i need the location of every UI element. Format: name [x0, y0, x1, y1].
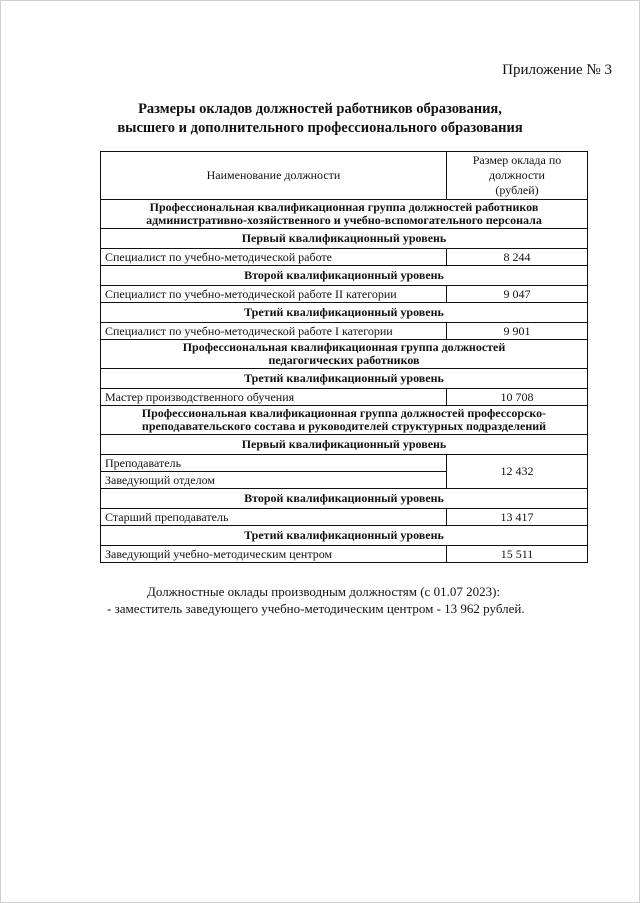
group-1-level-2-label: Второй квалификационный уровень	[101, 266, 588, 286]
table-row	[101, 249, 588, 266]
table-row	[101, 323, 588, 340]
group-2-line-1: Профессиональная квалификационная группа должностей	[182, 340, 506, 354]
position-cell: Мастер производственного обучения	[101, 389, 447, 406]
group-2-line-2: педагогических работников	[268, 353, 420, 367]
salary-cell: 9 047	[447, 286, 588, 303]
group-3-heading	[101, 406, 588, 435]
group-3-level-1-label: Первый квалификационный уровень	[101, 435, 588, 455]
level-row	[101, 435, 588, 455]
group-1-level-3-label: Третий квалификационный уровень	[101, 303, 588, 323]
footnote-line-1: Должностные оклады производным должностям (с 01.07 2023):	[147, 584, 501, 599]
header-position-name: Наименование должности	[101, 152, 447, 200]
level-row	[101, 229, 588, 249]
header-salary-line-2: должности	[489, 168, 545, 182]
title-line-2: высшего и дополнительного профессионального образования	[117, 120, 523, 136]
group-3-level-2-label: Второй квалификационный уровень	[101, 489, 588, 509]
salary-cell: 12 432	[447, 455, 588, 489]
title-line-1: Размеры окладов должностей работников образования,	[138, 101, 502, 117]
level-row	[101, 369, 588, 389]
group-2-heading	[101, 340, 588, 369]
group-3-line-1: Профессиональная квалификационная группа должностей профессорско-	[141, 406, 547, 420]
level-row	[101, 303, 588, 323]
level-row	[101, 266, 588, 286]
group-1-line-2: административно-хозяйственного и учебно-вспомогательного персонала	[146, 213, 542, 227]
document-title	[0, 100, 640, 138]
group-3-line-2: преподавательского состава и руководителей структурных подразделений	[141, 419, 547, 433]
group-row	[101, 200, 588, 229]
table-header-row	[101, 152, 588, 200]
salary-cell: 13 417	[447, 509, 588, 526]
salary-cell: 9 901	[447, 323, 588, 340]
group-1-line-1: Профессиональная квалификационная группа должностей работников	[149, 200, 539, 214]
position-cell: Специалист по учебно-методической работе II категории	[101, 286, 447, 303]
table-row	[101, 389, 588, 406]
salary-cell: 10 708	[447, 389, 588, 406]
footnote-line-2: - заместитель заведующего учебно-методическим центром - 13 962 рублей.	[107, 601, 525, 616]
appendix-label: Приложение № 3	[502, 62, 612, 78]
salary-table	[100, 151, 588, 563]
salary-cell: 8 244	[447, 249, 588, 266]
position-cell: Заведующий отделом	[101, 472, 447, 489]
position-cell: Старший преподаватель	[101, 509, 447, 526]
group-row	[101, 340, 588, 369]
position-cell: Специалист по учебно-методической работе	[101, 249, 447, 266]
table-row	[101, 546, 588, 563]
level-row	[101, 489, 588, 509]
group-row	[101, 406, 588, 435]
group-2-level-3-label: Третий квалификационный уровень	[101, 369, 588, 389]
header-salary	[447, 152, 588, 200]
table-row	[101, 286, 588, 303]
group-1-level-1-label: Первый квалификационный уровень	[101, 229, 588, 249]
salary-cell: 15 511	[447, 546, 588, 563]
header-salary-line-3: (рублей)	[495, 183, 539, 197]
level-row	[101, 526, 588, 546]
table-row	[101, 509, 588, 526]
position-cell: Специалист по учебно-методической работе I категории	[101, 323, 447, 340]
group-3-level-3-label: Третий квалификационный уровень	[101, 526, 588, 546]
group-1-heading	[101, 200, 588, 229]
position-cell: Преподаватель	[101, 455, 447, 472]
position-cell: Заведующий учебно-методическим центром	[101, 546, 447, 563]
footnote	[107, 583, 525, 617]
table-row	[101, 455, 588, 472]
header-salary-line-1: Размер оклада по	[472, 153, 562, 167]
